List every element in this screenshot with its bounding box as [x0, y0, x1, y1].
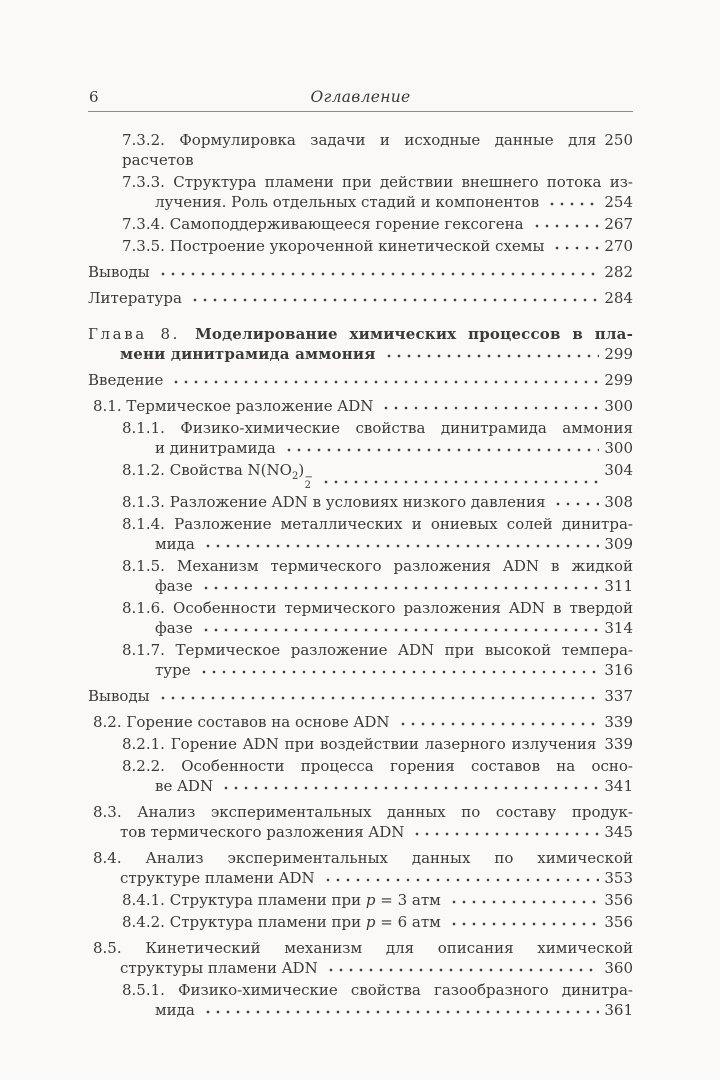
toc-entry-line [88, 396, 633, 416]
entry-title: Литература [88, 289, 182, 307]
entry-number: 8.1.1. [122, 419, 165, 437]
toc-entry-line [88, 660, 633, 680]
running-title: Оглавление [310, 88, 411, 106]
entry-title: Самоподдерживающееся горение гексогена [169, 215, 524, 233]
entry-title: Особенности термического разложения ADN в твердой [173, 598, 633, 617]
toc-entry [88, 492, 633, 512]
entry-label [122, 557, 633, 575]
toc-entry [88, 556, 633, 596]
entry-label [88, 325, 633, 343]
dot-leader [156, 686, 600, 706]
toc-entry-line [88, 890, 633, 910]
dot-leader [447, 890, 600, 910]
entry-number: 8.4. [93, 848, 122, 867]
entry-label [122, 981, 633, 999]
entry-title: Кинетический механизм для описания химической [145, 938, 633, 957]
entry-title: мида [155, 1000, 195, 1019]
entry-label [122, 173, 633, 191]
dot-leader [550, 236, 599, 256]
dot-leader [201, 534, 600, 554]
toc-entry [88, 288, 633, 308]
toc-entry [88, 734, 633, 754]
entry-page-number: 250 [604, 131, 633, 149]
entry-label [155, 618, 193, 638]
entry-number: 8.4.1. [122, 890, 165, 909]
superscript: − [304, 471, 314, 483]
entry-page-number: 360 [604, 958, 633, 977]
entry-title: лучения. Роль отдельных стадий и компонентов [155, 193, 540, 211]
toc-entry-line [88, 534, 633, 554]
entry-number: 8.1.2. [122, 461, 165, 479]
entry-title: Разложение металлических и ониевых солей динитра- [174, 514, 633, 533]
entry-label [88, 288, 182, 308]
dot-leader [188, 288, 599, 308]
dot-leader [219, 776, 599, 796]
entry-label [122, 130, 596, 170]
entry-title: Построение укороченной кинетической схемы [169, 237, 545, 255]
entry-label [93, 849, 633, 867]
entry-label [122, 641, 633, 659]
entry-title: Анализ экспериментальных данных по химической [145, 848, 633, 867]
toc-entry-line [88, 288, 633, 308]
entry-label [120, 868, 315, 888]
entry-number: 8.2. [93, 712, 122, 731]
dot-leader [169, 370, 599, 390]
toc-entry [88, 848, 633, 888]
entry-label [122, 236, 544, 256]
table-of-contents [88, 130, 633, 1020]
entry-page-number: 267 [604, 215, 633, 233]
toc-entry-line [88, 262, 633, 282]
entry-label [120, 958, 318, 978]
toc-entry-line [88, 514, 633, 534]
entry-title: структуры пламени ADN [120, 958, 318, 977]
toc-entry-line [88, 802, 633, 822]
toc-entry [88, 640, 633, 680]
entry-title: Механизм термического разложения ADN в жидкой [177, 556, 633, 575]
entry-page-number: 270 [604, 237, 633, 255]
toc-entry-line [88, 418, 633, 438]
entry-number: 8.2.1. [122, 734, 165, 753]
entry-number: 8.1.6. [122, 598, 165, 617]
entry-label [155, 192, 539, 212]
dot-leader [282, 438, 600, 458]
entry-number: 7.3.3. [122, 173, 165, 191]
entry-page-number: 300 [604, 439, 633, 457]
italic-variable: p [365, 890, 376, 909]
entry-label [155, 1000, 195, 1020]
entry-label [155, 438, 276, 458]
entry-number: 7.3.2. [122, 131, 165, 149]
entry-title: структуре пламени ADN [120, 868, 315, 887]
page-content [88, 0, 633, 1020]
entry-page-number: 282 [604, 263, 633, 281]
toc-entry-line [88, 756, 633, 776]
entry-label [88, 262, 150, 282]
dot-leader [530, 214, 600, 234]
entry-title: Физико-химические свойства газообразного динитра- [178, 980, 633, 999]
toc-entry [88, 890, 633, 910]
dot-leader [551, 492, 599, 512]
dot-leader [379, 396, 599, 416]
italic-variable: p [365, 912, 376, 931]
dot-leader [156, 262, 600, 282]
toc-entry-line [88, 556, 633, 576]
entry-page-number: 284 [604, 289, 633, 307]
entry-title: Структура пламени при p = 3 атм [169, 890, 441, 909]
entry-number: 8.1.5. [122, 556, 165, 575]
toc-entry-line [88, 438, 633, 458]
entry-number: 8.2.2. [122, 756, 165, 775]
entry-number: 8.1.3. [122, 492, 165, 511]
entry-label [122, 419, 633, 437]
entry-title: фазе [155, 618, 193, 637]
toc-entry-line [88, 868, 633, 888]
entry-title: тов термического разложения ADN [120, 822, 405, 841]
toc-entry-line [88, 912, 633, 932]
toc-entry-line [88, 492, 633, 512]
dot-leader [201, 1000, 600, 1020]
toc-entry-line [88, 822, 633, 842]
entry-title: Горение ADN при воздействии лазерного излучения [170, 734, 597, 753]
dot-leader [396, 712, 600, 732]
entry-label [155, 576, 193, 596]
toc-entry-line [88, 324, 633, 344]
entry-number: 8.1.7. [122, 640, 165, 659]
toc-entry-line [88, 172, 633, 192]
toc-entry-line [88, 938, 633, 958]
entry-title: Горение составов на основе ADN [126, 712, 390, 731]
entry-title: Выводы [88, 263, 150, 281]
toc-entry-line [88, 618, 633, 638]
toc-entry-line [88, 370, 633, 390]
entry-page-number: 311 [604, 576, 633, 595]
entry-number: 8.4.2. [122, 912, 165, 931]
toc-entry [88, 130, 633, 170]
entry-page-number: 356 [604, 890, 633, 909]
entry-title: Разложение ADN в условиях низкого давления [169, 492, 546, 511]
dot-leader [382, 344, 600, 364]
entry-page-number: 316 [604, 660, 633, 679]
entry-title: туре [155, 660, 191, 679]
entry-title: мени динитрамида аммония [120, 345, 376, 363]
entry-page-number: 361 [604, 1000, 633, 1019]
toc-entry [88, 370, 633, 390]
toc-entry-line [88, 958, 633, 978]
entry-page-number: 254 [604, 193, 633, 211]
entry-page-number: 299 [604, 371, 633, 389]
entry-label [122, 890, 441, 910]
entry-label [122, 734, 596, 754]
toc-entry-line [88, 640, 633, 660]
entry-page-number: 314 [604, 618, 633, 637]
entry-page-number: 345 [604, 822, 633, 841]
toc-entry [88, 514, 633, 554]
entry-label [93, 939, 633, 957]
entry-page-number: 339 [604, 712, 633, 731]
entry-label [155, 776, 213, 796]
page-header [88, 88, 633, 112]
toc-entry-line [88, 980, 633, 1000]
toc-entry [88, 802, 633, 842]
entry-page-number: 339 [604, 734, 633, 753]
entry-number: 8.5. [93, 938, 122, 957]
entry-label [120, 344, 376, 364]
toc-entry-line [88, 734, 633, 754]
toc-entry [88, 262, 633, 282]
entry-page-number: 308 [604, 492, 633, 511]
entry-page-number: 304 [604, 461, 633, 479]
entry-title: Формулировка задачи и исходные данные для расчетов [122, 131, 597, 169]
toc-entry [88, 418, 633, 458]
toc-entry [88, 912, 633, 932]
entry-title: Термическое разложение ADN [126, 397, 374, 415]
entry-title: Физико-химические свойства динитрамида аммония [180, 419, 633, 437]
entry-title: и динитрамида [155, 439, 276, 457]
entry-title: Особенности процесса горения составов на осно- [181, 756, 633, 775]
entry-label [120, 822, 404, 842]
toc-entry-line [88, 460, 633, 490]
toc-entry [88, 236, 633, 256]
entry-page-number: 353 [604, 868, 633, 887]
entry-label [155, 534, 195, 554]
entry-label [93, 803, 633, 821]
subscript: 2 [304, 479, 312, 491]
stacked-sub-sup [304, 471, 314, 491]
dot-leader [197, 660, 600, 680]
entry-label [155, 660, 191, 680]
entry-page-number: 341 [604, 776, 633, 795]
entry-title: Моделирование химических процессов в пла- [195, 325, 633, 343]
toc-entry-line [88, 236, 633, 256]
toc-entry [88, 172, 633, 212]
entry-number: 8.5.1. [122, 980, 165, 999]
toc-entry [88, 756, 633, 796]
entry-title: Структура пламени при p = 6 атм [169, 912, 441, 931]
entry-label [88, 686, 150, 706]
toc-entry-line [88, 848, 633, 868]
toc-entry [88, 460, 633, 490]
toc-entry [88, 938, 633, 978]
toc-entry-line [88, 344, 633, 364]
entry-label [122, 757, 633, 775]
entry-title: Анализ экспериментальных данных по составу продук- [137, 802, 633, 821]
toc-entry-line [88, 576, 633, 596]
entry-title: ве ADN [155, 776, 214, 795]
entry-title: Выводы [88, 686, 150, 705]
entry-page-number: 356 [604, 912, 633, 931]
toc-entry [88, 396, 633, 416]
entry-page-number: 300 [604, 397, 633, 415]
dot-leader [324, 958, 600, 978]
dot-leader [447, 912, 600, 932]
entry-label [122, 515, 633, 533]
entry-page-number: 337 [604, 686, 633, 705]
entry-title: Термическое разложение ADN при высокой темпера- [175, 640, 633, 659]
entry-label [122, 214, 524, 234]
dot-leader [319, 460, 599, 490]
entry-label [93, 712, 390, 732]
page-number: 6 [89, 88, 99, 106]
subscript: 2 [291, 471, 299, 482]
dot-leader [199, 576, 600, 596]
entry-label [122, 912, 441, 932]
entry-title: Введение [88, 371, 164, 389]
toc-entry [88, 712, 633, 732]
toc-entry-line [88, 776, 633, 796]
entry-number: 7.3.5. [122, 237, 165, 255]
entry-title: Структура пламени при действии внешнего потока из- [173, 173, 633, 191]
entry-label [88, 370, 163, 390]
toc-entry-line [88, 712, 633, 732]
toc-entry-line [88, 598, 633, 618]
dot-leader [321, 868, 600, 888]
entry-page-number: 309 [604, 534, 633, 553]
toc-entry [88, 686, 633, 706]
dot-leader [545, 192, 599, 212]
entry-label [122, 460, 313, 490]
entry-number: 8.3. [93, 802, 122, 821]
entry-title: мида [155, 534, 195, 553]
toc-entry-line [88, 130, 633, 170]
chapter-prefix: Глава 8. [88, 325, 180, 343]
toc-entry-line [88, 214, 633, 234]
dot-leader [410, 822, 599, 842]
toc-entry [88, 214, 633, 234]
toc-entry [88, 598, 633, 638]
entry-label [93, 396, 373, 416]
entry-label [122, 599, 633, 617]
entry-number: 8.1.4. [122, 514, 165, 533]
toc-entry-line [88, 1000, 633, 1020]
entry-label [122, 492, 545, 512]
entry-title: фазе [155, 576, 193, 595]
toc-entry [88, 980, 633, 1020]
toc-entry [88, 324, 633, 364]
toc-entry-line [88, 686, 633, 706]
entry-title: Свойства $N(NO_2)$ − 2 [169, 461, 314, 491]
entry-number: 7.3.4. [122, 215, 165, 233]
entry-page-number: 299 [604, 345, 633, 363]
entry-number: 8.1. [93, 397, 122, 415]
toc-entry-line [88, 192, 633, 212]
dot-leader [199, 618, 600, 638]
